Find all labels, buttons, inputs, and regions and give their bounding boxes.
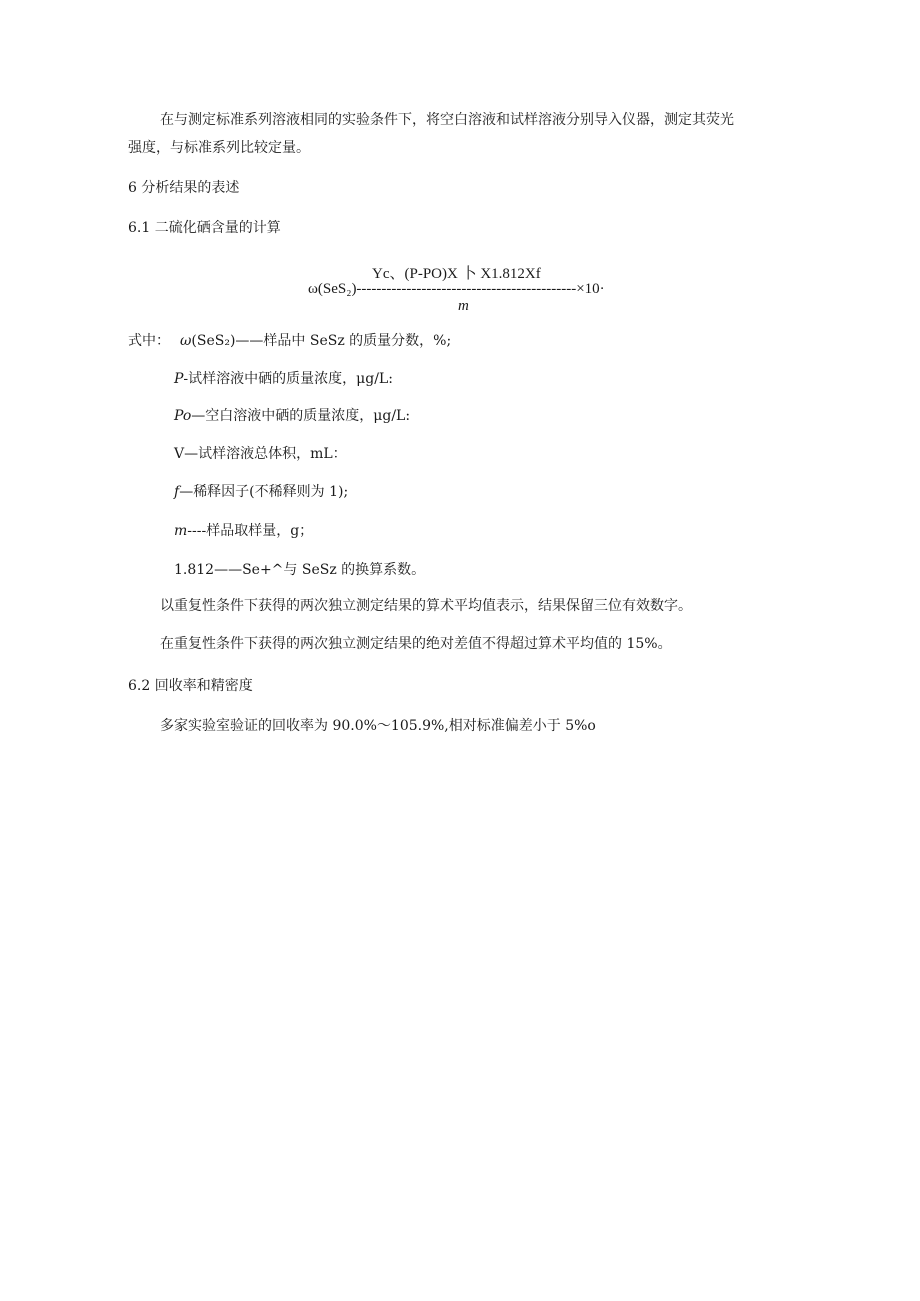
repeatability-paragraph: 在重复性条件下获得的两次独立测定结果的绝对差值不得超过算术平均值的 15%。	[160, 636, 672, 652]
section-6-heading: 6 分析结果的表述	[128, 180, 240, 196]
definition-f	[174, 482, 348, 502]
definition-v	[174, 444, 347, 464]
where-line	[128, 331, 451, 351]
definition-m	[174, 521, 313, 541]
result-expression-paragraph: 以重复性条件下获得的两次独立测定结果的算术平均值表示，结果保留三位有效数字。	[160, 598, 692, 614]
intro-line-2: 强度，与标准系列比较定量。	[128, 140, 310, 156]
definition-text: ----样品取样量，g；	[187, 523, 314, 539]
formula-denominator: m	[458, 298, 469, 314]
intro-line-1: 在与测定标准系列溶液相同的实验条件下，将空白溶液和试样溶液分别导入仪器，测定其荧光	[160, 112, 734, 128]
definition-text: —空白溶液中硒的质量浓度，μg/L:	[191, 408, 411, 424]
where-prefix: 式中：	[128, 333, 170, 349]
formula-numerator: Yc、(P-PO)X 卜 X1.812Xf	[372, 266, 541, 282]
definition-symbol: f	[174, 484, 180, 500]
definition-text: V—试样溶液总体积，mL：	[174, 446, 347, 462]
definition-conversion	[174, 560, 425, 580]
omega-definition: (SeS₂)——样品中 SeSz 的质量分数，%;	[191, 333, 452, 349]
definition-text: -试样溶液中硒的质量浓度，μg/L:	[183, 371, 393, 387]
definition-text: —稀释因子(不稀释则为 1);	[179, 484, 349, 500]
definition-symbol: Po	[174, 408, 192, 424]
recovery-paragraph: 多家实验室验证的回收率为 90.0%～105.9%,相对标准偏差小于 5%o	[160, 718, 596, 734]
definition-symbol: m	[174, 523, 188, 539]
formula-lhs: ω(SeS₂)--------------------------------------------×10·	[308, 281, 605, 297]
definition-text: 1.812——Se+^与 SeSz 的换算系数。	[174, 562, 426, 578]
omega-symbol: ω	[180, 333, 192, 349]
section-6-1-heading: 6.1 二硫化硒含量的计算	[128, 220, 281, 236]
definition-p	[174, 369, 393, 389]
definition-po	[174, 406, 410, 426]
definition-symbol: P	[174, 371, 184, 387]
section-6-2-heading: 6.2 回收率和精密度	[128, 678, 253, 694]
